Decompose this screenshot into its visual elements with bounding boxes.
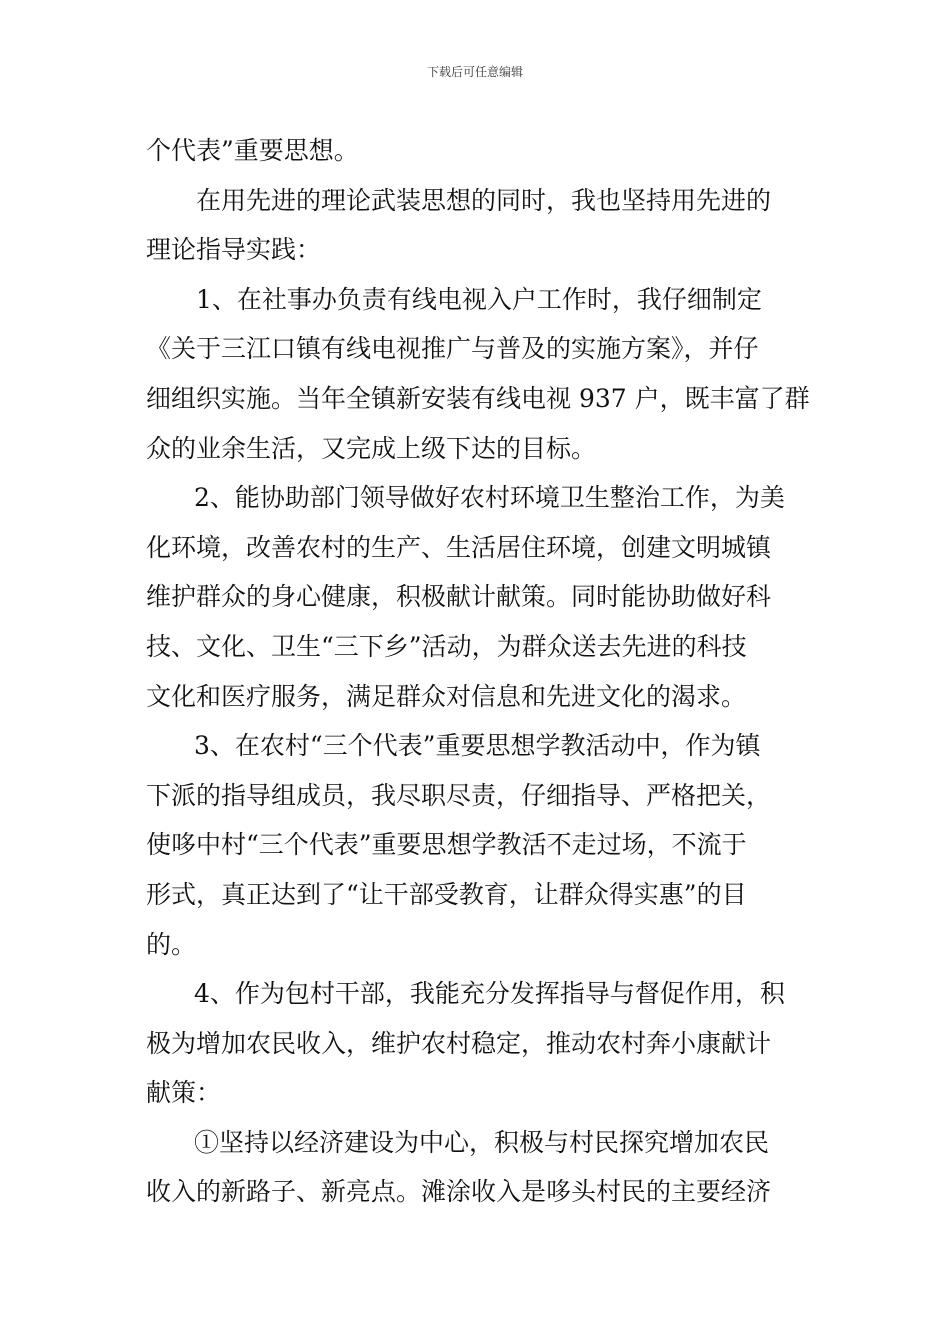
text-line: 理论指导实践： — [146, 235, 322, 265]
text-line: 献策： — [146, 1078, 222, 1108]
text-line: 极为增加农民收入，维护农村稳定，推动农村奔小康献计 — [146, 1028, 772, 1058]
text-line: 众的业余生活，又完成上级下达的目标。 — [146, 433, 597, 463]
page-header: 下载后可任意编辑 — [426, 65, 523, 79]
text-line: 维护群众的身心健康，积极献计献策。同时能协助做好科 — [146, 582, 772, 612]
text-line: 文化和医疗服务，满足群众对信息和先进文化的渴求。 — [146, 681, 747, 711]
text-line: 4、作为包村干部，我能充分发挥指导与督促作用，积 — [194, 979, 785, 1009]
text-line: 个代表”重要思想。 — [146, 136, 359, 165]
text-line: 化环境，改善农村的生产、生活居住环境，创建文明城镇 — [146, 532, 772, 562]
text-line: 在用先进的理论武装思想的同时，我也坚持用先进的 — [196, 185, 772, 215]
text-line: 的。 — [146, 929, 197, 959]
text-line: 技、文化、卫生“三下乡”活动，为群众送去先进的科技 — [146, 631, 747, 661]
text-line: 《关于三江口镇有线电视推广与普及的实施方案》，并仔 — [146, 334, 759, 364]
text-line: 使哆中村“三个代表”重要思想学教活不走过场，不流于 — [146, 830, 747, 860]
text-line: 细组织实施。当年全镇新安装有线电视 937 户，既丰富了群 — [146, 383, 810, 413]
text-line: ①坚持以经济建设为中心，积极与村民探究增加农民 — [194, 1127, 770, 1157]
text-line: 收入的新路子、新亮点。滩涂收入是哆头村民的主要经济 — [146, 1177, 772, 1207]
text-line: 下派的指导组成员，我尽职尽责，仔细指导、严格把关， — [146, 780, 772, 810]
text-line: 形式，真正达到了“让干部受教育，让群众得实惠”的目 — [146, 879, 747, 909]
text-line: 1、在社事办负责有线电视入户工作时，我仔细制定 — [196, 284, 762, 314]
document-body — [146, 126, 810, 1217]
text-line: 3、在农村“三个代表”重要思想学教活动中，作为镇 — [194, 731, 761, 761]
text-line: 2、能协助部门领导做好农村环境卫生整治工作，为美 — [194, 483, 785, 513]
